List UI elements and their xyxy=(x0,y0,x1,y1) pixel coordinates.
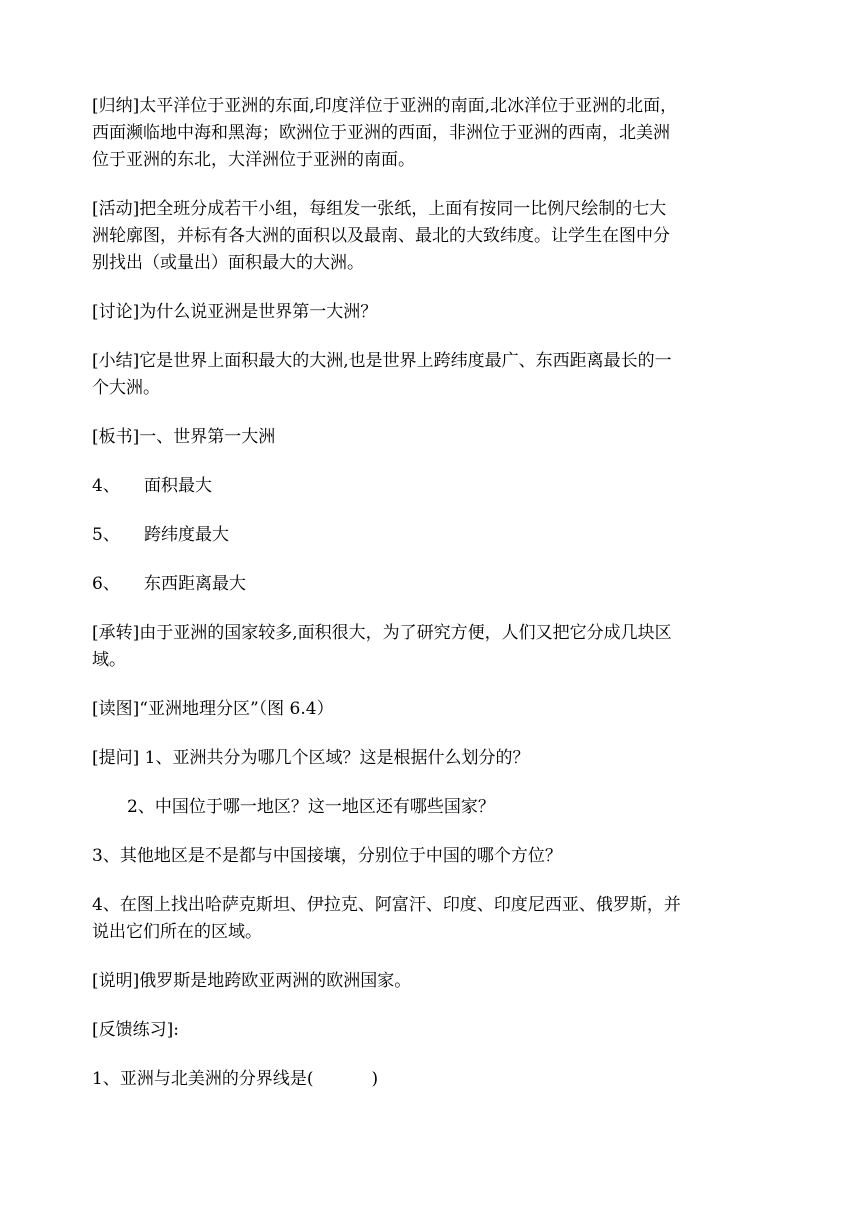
text-line: 说出它们所在的区域。 xyxy=(92,922,262,942)
text-line: [读图]“亚洲地理分区”（图 6.4） xyxy=(92,699,334,719)
text-line: 4、在图上找出哈萨克斯坦、伊拉克、阿富汗、印度、印度尼西亚、俄罗斯，并 xyxy=(92,895,681,915)
text-line: [归纳]太平洋位于亚洲的东面,印度洋位于亚洲的南面,北冰洋位于亚洲的北面， xyxy=(92,96,678,116)
paragraph-transition xyxy=(92,620,772,674)
list-item-number: 5、 xyxy=(92,525,120,545)
text-line: 西面濒临地中海和黑海；欧洲位于亚洲的西面，非洲位于亚洲的西南，北美洲 xyxy=(92,123,670,143)
list-item-text: 跨纬度最大 xyxy=(144,525,229,545)
paragraph-exercise-heading xyxy=(92,1017,772,1044)
paragraph-conclusion xyxy=(92,348,772,402)
paragraph-question-4 xyxy=(92,892,772,946)
paragraph-question-1 xyxy=(92,745,772,772)
text-line: [小结]它是世界上面积最大的大洲,也是世界上跨纬度最广、东西距离最长的一 xyxy=(92,351,672,371)
text-line: [承转]由于亚洲的国家较多,面积很大，为了研究方便，人们又把它分成几块区 xyxy=(92,623,672,643)
paragraph-board-heading xyxy=(92,424,772,451)
list-item-number: 4、 xyxy=(92,476,120,496)
text-line: 个大洲。 xyxy=(92,378,160,398)
text-line: 洲轮廓图，并标有各大洲的面积以及最南、最北的大致纬度。让学生在图中分 xyxy=(92,226,670,246)
list-item xyxy=(92,571,772,598)
document-page xyxy=(92,93,772,1115)
text-line: 域。 xyxy=(92,650,126,670)
text-line: [讨论]为什么说亚洲是世界第一大洲？ xyxy=(92,302,378,322)
paragraph-read-map xyxy=(92,696,772,723)
paragraph-note xyxy=(92,968,772,995)
list-item-text: 东西距离最大 xyxy=(144,574,246,594)
list-item xyxy=(92,473,772,500)
paragraph-activity xyxy=(92,196,772,277)
text-line xyxy=(92,1066,772,1093)
paragraph-question-3 xyxy=(92,843,772,870)
text-line: 位于亚洲的东北，大洋洲位于亚洲的南面。 xyxy=(92,150,415,170)
text-line: [活动]把全班分成若干小组，每组发一张纸，上面有按同一比例尺绘制的七大 xyxy=(92,199,667,219)
list-item xyxy=(92,522,772,549)
list-item-text: 面积最大 xyxy=(144,476,212,496)
paragraph-summary xyxy=(92,93,772,174)
text-line: [反馈练习]: xyxy=(92,1020,179,1040)
paragraph-question-2 xyxy=(92,794,772,821)
text-line: [说明]俄罗斯是地跨欧亚两洲的欧洲国家。 xyxy=(92,971,412,991)
text-line: 别找出（或量出）面积最大的大洲。 xyxy=(92,253,364,273)
text-line: [提问] 1、亚洲共分为哪几个区域？这是根据什么划分的？ xyxy=(92,748,530,768)
text-line: [板书]一、世界第一大洲 xyxy=(92,427,276,447)
exercise-prefix: 1、亚洲与北美洲的分界线是( xyxy=(92,1069,314,1089)
paragraph-exercise-1 xyxy=(92,1066,772,1093)
exercise-suffix: ) xyxy=(371,1069,379,1089)
list-item-number: 6、 xyxy=(92,574,120,594)
paragraph-discussion xyxy=(92,299,772,326)
text-line: 3、其他地区是不是都与中国接壤，分别位于中国的哪个方位？ xyxy=(92,846,562,866)
text-line: 2、中国位于哪一地区？这一地区还有哪些国家？ xyxy=(127,797,495,817)
